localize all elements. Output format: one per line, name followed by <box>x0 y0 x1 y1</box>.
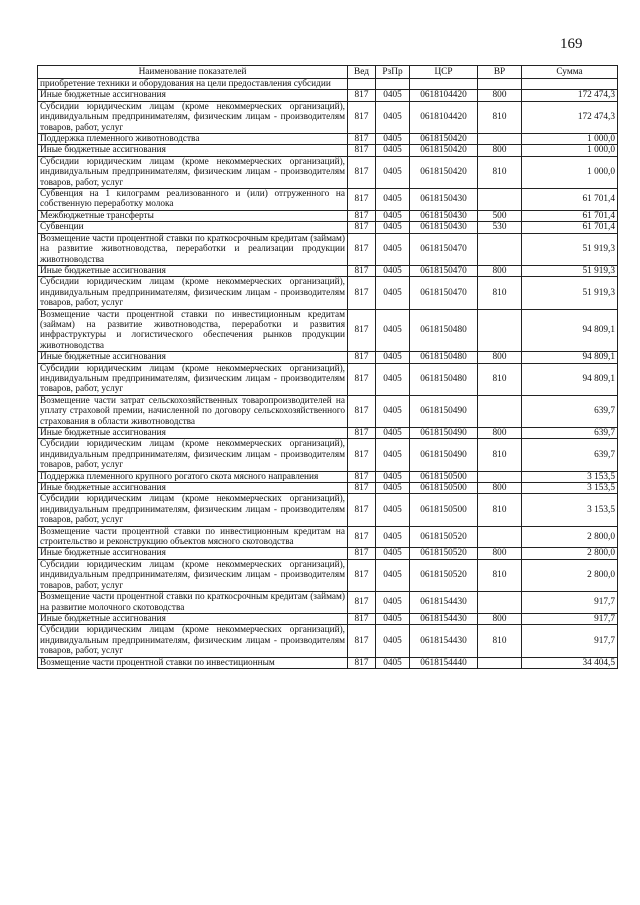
cell-name: Иные бюджетные ассигнования <box>38 428 348 439</box>
cell-sum: 2 800,0 <box>522 559 618 591</box>
cell-sum: 3 153,5 <box>522 494 618 526</box>
cell-ved: 817 <box>348 233 376 265</box>
cell-csr: 0618150430 <box>410 210 478 221</box>
cell-csr: 0618150500 <box>410 494 478 526</box>
cell-rzpr: 0405 <box>376 352 410 363</box>
cell-vr: 800 <box>478 613 522 624</box>
cell-csr: 0618150490 <box>410 428 478 439</box>
table-row <box>38 79 618 90</box>
cell-name: Субвенция на 1 килограмм реализованного и (или) отгруженного на собственную переработку молока <box>38 189 348 211</box>
cell-name: Иные бюджетные ассигнования <box>38 145 348 156</box>
cell-vr: 500 <box>478 210 522 221</box>
table-body <box>38 79 618 669</box>
cell-vr <box>478 395 522 427</box>
cell-csr: 0618104420 <box>410 101 478 133</box>
cell-ved <box>348 79 376 90</box>
cell-csr: 0618104420 <box>410 90 478 101</box>
cell-name: Возмещение части процентной ставки по краткосрочным кредитам (займам) на развитие животноводства, переработки и реализации продукции животноводства <box>38 233 348 265</box>
cell-ved: 817 <box>348 210 376 221</box>
cell-name: Поддержка племенного крупного рогатого скота мясного направления <box>38 471 348 482</box>
cell-rzpr: 0405 <box>376 309 410 352</box>
table-row <box>38 439 618 471</box>
cell-vr: 800 <box>478 548 522 559</box>
cell-sum: 61 701,4 <box>522 189 618 211</box>
cell-name: Иные бюджетные ассигнования <box>38 352 348 363</box>
cell-name: Субсидии юридическим лицам (кроме некоммерческих организаций), индивидуальным предпринимателям, физическим лицам - производителям товаров, работ, услуг <box>38 363 348 395</box>
header-ved: Вед <box>348 66 376 79</box>
cell-vr: 810 <box>478 625 522 657</box>
cell-sum: 917,7 <box>522 592 618 614</box>
cell-ved: 817 <box>348 657 376 668</box>
cell-sum: 61 701,4 <box>522 222 618 233</box>
cell-csr: 0618150500 <box>410 471 478 482</box>
table-row <box>38 222 618 233</box>
cell-name: Иные бюджетные ассигнования <box>38 265 348 276</box>
cell-ved: 817 <box>348 439 376 471</box>
cell-rzpr: 0405 <box>376 156 410 188</box>
cell-csr: 0618150480 <box>410 309 478 352</box>
cell-ved: 817 <box>348 625 376 657</box>
table-row <box>38 395 618 427</box>
table-header-row <box>38 66 618 79</box>
cell-rzpr: 0405 <box>376 222 410 233</box>
header-rzpr: РзПр <box>376 66 410 79</box>
cell-csr: 0618150470 <box>410 265 478 276</box>
table-row <box>38 483 618 494</box>
cell-name: Субвенции <box>38 222 348 233</box>
cell-vr: 810 <box>478 277 522 309</box>
cell-vr <box>478 471 522 482</box>
cell-name: Иные бюджетные ассигнования <box>38 90 348 101</box>
cell-ved: 817 <box>348 592 376 614</box>
table-row <box>38 352 618 363</box>
cell-vr: 530 <box>478 222 522 233</box>
cell-rzpr: 0405 <box>376 439 410 471</box>
cell-csr: 0618150420 <box>410 134 478 145</box>
cell-sum: 34 404,5 <box>522 657 618 668</box>
cell-csr: 0618150490 <box>410 395 478 427</box>
cell-ved: 817 <box>348 548 376 559</box>
cell-rzpr: 0405 <box>376 625 410 657</box>
cell-name: Возмещение части процентной ставки по инвестиционным кредитам на строительство и реконструкцию объектов мясного скотоводства <box>38 526 348 548</box>
cell-sum: 3 153,5 <box>522 471 618 482</box>
cell-rzpr: 0405 <box>376 145 410 156</box>
cell-csr: 0618150480 <box>410 352 478 363</box>
budget-table <box>37 65 618 669</box>
cell-ved: 817 <box>348 471 376 482</box>
cell-vr <box>478 233 522 265</box>
cell-name: Субсидии юридическим лицам (кроме некоммерческих организаций), индивидуальным предпринимателям, физическим лицам - производителям товаров, работ, услуг <box>38 494 348 526</box>
cell-vr: 800 <box>478 483 522 494</box>
cell-sum: 61 701,4 <box>522 210 618 221</box>
cell-rzpr: 0405 <box>376 277 410 309</box>
cell-csr: 0618150430 <box>410 222 478 233</box>
cell-vr: 800 <box>478 265 522 276</box>
cell-sum: 1 000,0 <box>522 145 618 156</box>
table-row <box>38 613 618 624</box>
cell-vr: 810 <box>478 101 522 133</box>
cell-ved: 817 <box>348 483 376 494</box>
cell-vr: 810 <box>478 559 522 591</box>
cell-vr <box>478 134 522 145</box>
cell-vr: 810 <box>478 494 522 526</box>
cell-sum: 172 474,3 <box>522 101 618 133</box>
cell-csr: 0618154430 <box>410 625 478 657</box>
cell-name: Субсидии юридическим лицам (кроме некоммерческих организаций), индивидуальным предпринимателям, физическим лицам - производителям товаров, работ, услуг <box>38 101 348 133</box>
cell-rzpr: 0405 <box>376 559 410 591</box>
cell-csr: 0618150430 <box>410 189 478 211</box>
cell-csr: 0618150420 <box>410 156 478 188</box>
cell-ved: 817 <box>348 395 376 427</box>
cell-csr: 0618154430 <box>410 592 478 614</box>
table-row <box>38 277 618 309</box>
cell-sum: 51 919,3 <box>522 233 618 265</box>
cell-ved: 817 <box>348 222 376 233</box>
cell-rzpr: 0405 <box>376 189 410 211</box>
cell-ved: 817 <box>348 134 376 145</box>
table-row <box>38 309 618 352</box>
table-row <box>38 471 618 482</box>
cell-ved: 817 <box>348 526 376 548</box>
cell-ved: 817 <box>348 309 376 352</box>
table-row <box>38 526 618 548</box>
cell-csr: 0618150470 <box>410 233 478 265</box>
cell-name: Межбюджетные трансферты <box>38 210 348 221</box>
cell-vr: 810 <box>478 363 522 395</box>
cell-csr: 0618150520 <box>410 526 478 548</box>
cell-csr: 0618150520 <box>410 559 478 591</box>
cell-sum: 639,7 <box>522 428 618 439</box>
cell-name: Субсидии юридическим лицам (кроме некоммерческих организаций), индивидуальным предпринимателям, физическим лицам - производителям товаров, работ, услуг <box>38 559 348 591</box>
header-sum: Сумма <box>522 66 618 79</box>
cell-sum: 2 800,0 <box>522 526 618 548</box>
cell-ved: 817 <box>348 189 376 211</box>
cell-ved: 817 <box>348 265 376 276</box>
cell-vr: 800 <box>478 90 522 101</box>
cell-sum: 94 809,1 <box>522 352 618 363</box>
page-number: 169 <box>560 36 583 52</box>
cell-ved: 817 <box>348 145 376 156</box>
cell-csr: 0618154430 <box>410 613 478 624</box>
cell-csr: 0618150520 <box>410 548 478 559</box>
table-row <box>38 428 618 439</box>
cell-name: Субсидии юридическим лицам (кроме некоммерческих организаций), индивидуальным предпринимателям, физическим лицам - производителям товаров, работ, услуг <box>38 439 348 471</box>
cell-sum: 3 153,5 <box>522 483 618 494</box>
cell-csr: 0618150420 <box>410 145 478 156</box>
cell-sum: 1 000,0 <box>522 156 618 188</box>
header-csr: ЦСР <box>410 66 478 79</box>
cell-sum: 172 474,3 <box>522 90 618 101</box>
cell-ved: 817 <box>348 363 376 395</box>
cell-rzpr: 0405 <box>376 233 410 265</box>
cell-sum: 1 000,0 <box>522 134 618 145</box>
table-row <box>38 145 618 156</box>
cell-sum: 917,7 <box>522 625 618 657</box>
table-row <box>38 559 618 591</box>
cell-ved: 817 <box>348 494 376 526</box>
cell-name: Субсидии юридическим лицам (кроме некоммерческих организаций), индивидуальным предпринимателям, физическим лицам - производителям товаров, работ, услуг <box>38 625 348 657</box>
cell-csr <box>410 79 478 90</box>
table-row <box>38 657 618 668</box>
header-name: Наименование показателей <box>38 66 348 79</box>
cell-vr <box>478 657 522 668</box>
table-row <box>38 189 618 211</box>
cell-name: Иные бюджетные ассигнования <box>38 613 348 624</box>
cell-rzpr: 0405 <box>376 90 410 101</box>
cell-ved: 817 <box>348 428 376 439</box>
table-row <box>38 548 618 559</box>
cell-rzpr: 0405 <box>376 134 410 145</box>
cell-rzpr: 0405 <box>376 494 410 526</box>
cell-csr: 0618154440 <box>410 657 478 668</box>
cell-ved: 817 <box>348 90 376 101</box>
cell-vr <box>478 309 522 352</box>
cell-name: приобретение техники и оборудования на цели предоставления субсидии <box>38 79 348 90</box>
cell-rzpr: 0405 <box>376 483 410 494</box>
cell-name: Возмещение части затрат сельскохозяйственных товаропроизводителей на уплату страховой премии, начисленной по договору сельскохозяйственного страхования в области животноводства <box>38 395 348 427</box>
cell-ved: 817 <box>348 613 376 624</box>
cell-vr: 810 <box>478 156 522 188</box>
cell-rzpr: 0405 <box>376 265 410 276</box>
cell-ved: 817 <box>348 156 376 188</box>
cell-ved: 817 <box>348 101 376 133</box>
table-row <box>38 363 618 395</box>
header-vr: ВР <box>478 66 522 79</box>
cell-sum: 639,7 <box>522 439 618 471</box>
table-row <box>38 210 618 221</box>
cell-csr: 0618150500 <box>410 483 478 494</box>
cell-rzpr: 0405 <box>376 428 410 439</box>
cell-rzpr: 0405 <box>376 101 410 133</box>
cell-sum: 639,7 <box>522 395 618 427</box>
cell-vr: 800 <box>478 352 522 363</box>
cell-sum: 2 800,0 <box>522 548 618 559</box>
cell-name: Возмещение части процентной ставки по инвестиционным кредитам (займам) на развитие животноводства, переработки и развития инфраструктуры и логистического обеспечения рынков продукции животноводства <box>38 309 348 352</box>
cell-rzpr: 0405 <box>376 526 410 548</box>
cell-vr <box>478 79 522 90</box>
cell-rzpr: 0405 <box>376 613 410 624</box>
cell-rzpr: 0405 <box>376 363 410 395</box>
cell-rzpr: 0405 <box>376 210 410 221</box>
cell-sum <box>522 79 618 90</box>
cell-rzpr: 0405 <box>376 657 410 668</box>
cell-name: Возмещение части процентной ставки по инвестиционным <box>38 657 348 668</box>
cell-name: Иные бюджетные ассигнования <box>38 483 348 494</box>
cell-ved: 817 <box>348 352 376 363</box>
cell-csr: 0618150470 <box>410 277 478 309</box>
cell-name: Возмещение части процентной ставки по краткосрочным кредитам (займам) на развитие молочного скотоводства <box>38 592 348 614</box>
cell-sum: 51 919,3 <box>522 277 618 309</box>
cell-ved: 817 <box>348 277 376 309</box>
table-row <box>38 494 618 526</box>
table-row <box>38 90 618 101</box>
cell-sum: 94 809,1 <box>522 363 618 395</box>
cell-name: Поддержка племенного животноводства <box>38 134 348 145</box>
table-row <box>38 233 618 265</box>
cell-rzpr: 0405 <box>376 471 410 482</box>
table-row <box>38 265 618 276</box>
cell-sum: 917,7 <box>522 613 618 624</box>
cell-vr <box>478 592 522 614</box>
cell-vr: 810 <box>478 439 522 471</box>
cell-name: Субсидии юридическим лицам (кроме некоммерческих организаций), индивидуальным предпринимателям, физическим лицам - производителям товаров, работ, услуг <box>38 277 348 309</box>
table-row <box>38 101 618 133</box>
cell-name: Субсидии юридическим лицам (кроме некоммерческих организаций), индивидуальным предпринимателям, физическим лицам - производителям товаров, работ, услуг <box>38 156 348 188</box>
cell-csr: 0618150480 <box>410 363 478 395</box>
cell-vr <box>478 189 522 211</box>
cell-vr: 800 <box>478 428 522 439</box>
cell-name: Иные бюджетные ассигнования <box>38 548 348 559</box>
cell-rzpr: 0405 <box>376 548 410 559</box>
cell-rzpr <box>376 79 410 90</box>
cell-rzpr: 0405 <box>376 592 410 614</box>
cell-vr <box>478 526 522 548</box>
cell-sum: 51 919,3 <box>522 265 618 276</box>
table-row <box>38 134 618 145</box>
cell-vr: 800 <box>478 145 522 156</box>
cell-csr: 0618150490 <box>410 439 478 471</box>
table-row <box>38 156 618 188</box>
cell-ved: 817 <box>348 559 376 591</box>
cell-rzpr: 0405 <box>376 395 410 427</box>
cell-sum: 94 809,1 <box>522 309 618 352</box>
table-row <box>38 625 618 657</box>
table-row <box>38 592 618 614</box>
